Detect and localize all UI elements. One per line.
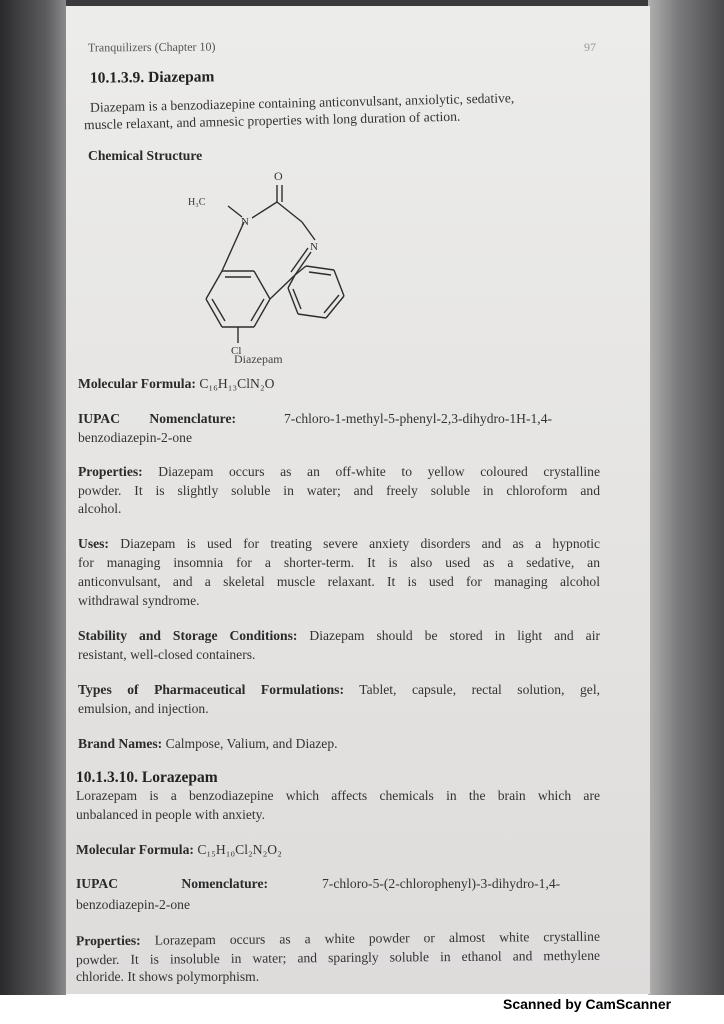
- scanner-watermark: Scanned by CamScanner: [503, 996, 672, 1012]
- diazepam-uses-line-4: withdrawal syndrome.: [78, 593, 200, 608]
- diazepam-iupac-value-1: 7-chloro-1-methyl-5-phenyl-2,3-dihydro-1H-1,4-: [284, 411, 553, 426]
- structure-atom-n2: N: [310, 241, 318, 253]
- diazepam-brands-line: [78, 734, 338, 754]
- diazepam-brands-label: Brand Names:: [78, 736, 163, 751]
- diazepam-brands-value: Calmpose, Valium, and Diazep.: [165, 736, 338, 751]
- diazepam-iupac-line-1: [78, 409, 600, 429]
- lorazepam-properties-line-2: powder. It is insoluble in water; and sparingly soluble in ethanol and methylene: [75, 947, 601, 968]
- lorazepam-properties-text-1: Lorazepam occurs as a white powder or almost white crystalline: [154, 928, 601, 948]
- lorazepam-formula-value: C₁₅H₁₀Cl₂N₂O₂: [197, 842, 282, 857]
- lorazepam-properties-line-3: chloride. It shows polymorphism.: [76, 969, 260, 984]
- diazepam-structure: [184, 156, 354, 356]
- structure-atom-o: O: [274, 169, 283, 183]
- diazepam-formula-label: Molecular Formula:: [78, 376, 196, 391]
- diazepam-stability-text-1: Diazepam should be stored in light and air: [309, 628, 600, 643]
- lorazepam-iupac-line-1: [76, 874, 600, 894]
- diazepam-stability-label: Stability and Storage Conditions:: [78, 628, 298, 643]
- diazepam-properties-line-2: powder. It is slightly soluble in water; and freely soluble in chloroform and: [78, 483, 600, 498]
- running-title: Tranquilizers (Chapter 10): [87, 39, 216, 55]
- diazepam-uses-label: Uses:: [78, 536, 109, 551]
- background-left-edge: [0, 0, 66, 995]
- diazepam-intro-line-2: muscle relaxant, and amnesic properties with long duration of action.: [83, 108, 461, 133]
- structure-caption: Diazepam: [234, 352, 283, 366]
- lorazepam-iupac-line-2: benzodiazepin-2-one: [76, 897, 190, 912]
- background-right-edge: [648, 0, 724, 995]
- diazepam-uses-line-3: anticonvulsant, and a skeletal muscle relaxant. It is used for managing alcohol: [78, 574, 600, 589]
- lorazepam-heading: 10.1.3.10. Lorazepam: [76, 769, 218, 786]
- structure-atom-n1: N: [241, 216, 249, 228]
- book-page: [66, 6, 650, 994]
- diazepam-iupac-line-2: benzodiazepin-2-one: [78, 430, 192, 445]
- lorazepam-formula-line: [76, 840, 282, 860]
- diazepam-types-line-1: [78, 680, 600, 700]
- structure-atom-cl: Cl: [231, 345, 242, 356]
- diazepam-stability-line-2: resistant, well-closed containers.: [78, 647, 256, 662]
- diazepam-types-line-2: emulsion, and injection.: [78, 701, 209, 716]
- diazepam-formula-value: C₁₆H₁₃ClN₂O: [199, 376, 275, 391]
- diazepam-properties-text-1: Diazepam occurs as an off-white to yellow coloured crystalline: [158, 464, 601, 479]
- diazepam-iupac-label: IUPAC Nomenclature:: [78, 411, 237, 426]
- page-number: 97: [584, 40, 596, 54]
- diazepam-formula-line: [78, 374, 274, 394]
- chemical-structure-label: Chemical Structure: [88, 148, 203, 163]
- diazepam-types-text-1: Tablet, capsule, rectal solution, gel,: [359, 682, 600, 697]
- diazepam-properties-line-1: [78, 462, 600, 482]
- diazepam-intro-line-1: Diazepam is a benzodiazepine containing anticonvulsant, anxiolytic, sedative,: [89, 90, 515, 115]
- diazepam-uses-line-2: for managing insomnia for a shorter-term. It is also used as a sedative, an: [78, 555, 600, 570]
- diazepam-properties-line-3: alcohol.: [78, 501, 122, 516]
- lorazepam-properties-label: Properties:: [75, 932, 141, 949]
- lorazepam-intro-line-1: Lorazepam is a benzodiazepine which affects chemicals in the brain which are: [76, 788, 600, 803]
- diazepam-stability-line-1: [78, 626, 600, 646]
- diazepam-types-label: Types of Pharmaceutical Formulations:: [78, 682, 344, 697]
- lorazepam-iupac-value-1: 7-chloro-5-(2-chlorophenyl)-3-dihydro-1,4-: [322, 876, 561, 891]
- diazepam-uses-line-1: [78, 534, 600, 554]
- lorazepam-formula-label: Molecular Formula:: [76, 842, 194, 857]
- lorazepam-intro-line-2: unbalanced in people with anxiety.: [76, 807, 265, 822]
- diazepam-heading: 10.1.3.9. Diazepam: [89, 68, 215, 87]
- diazepam-properties-label: Properties:: [78, 464, 143, 479]
- diazepam-uses-text-1: Diazepam is used for treating severe anxiety disorders and as a hypnotic: [120, 536, 600, 551]
- structure-methyl-group: H₃C: [188, 197, 206, 208]
- lorazepam-iupac-label: IUPAC Nomenclature:: [76, 876, 269, 891]
